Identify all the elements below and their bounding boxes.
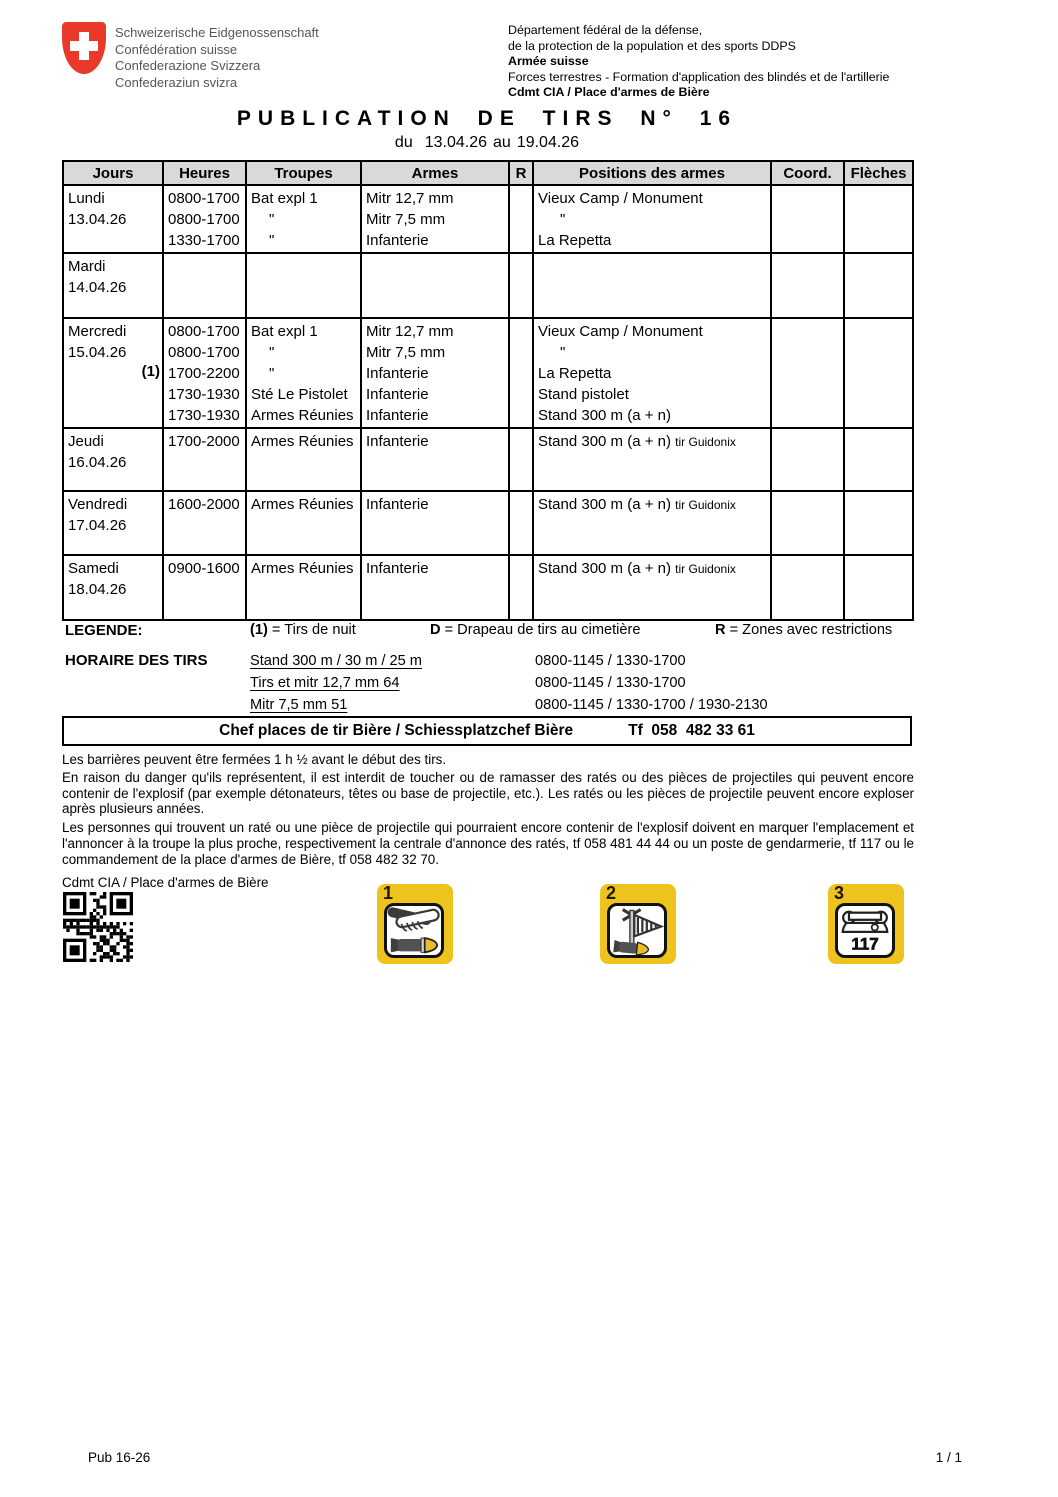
restriction-cell [509,555,533,620]
mark-location-icon [607,903,667,958]
weapon-value: Infanterie [366,559,429,577]
troops-cell [246,555,361,620]
troops-cell [246,185,361,253]
call-117-icon [835,903,895,958]
arrows-cell [844,253,913,318]
arrows-cell [844,491,913,555]
date-from: 13.04.26 [424,134,487,151]
hours-cell [163,428,246,491]
hours-value: 1330-1700 [168,232,240,250]
restriction-cell [509,185,533,253]
troop-value: " [269,343,275,361]
legend-label: LEGENDE: [65,622,143,639]
coord-cell [771,318,844,428]
day-date: 14.04.26 [68,278,127,296]
department-block [508,23,889,101]
legend-key: R [715,622,726,638]
coord-cell [771,491,844,555]
day-cell [63,491,163,555]
troops-cell [246,318,361,428]
schedule-row [63,185,913,253]
troop-value: Armes Réunies [251,432,354,450]
legend-key: (1) [250,622,268,638]
notice-report: Les personnes qui trouvent un raté ou une pièce de projectile qui pourraient encore contenir de l'explosif doivent en marquer l'emplacement et l'annoncer à la troupe la plus proche, respectivement la centrale d'annonce des ratés, tf 058 481 44 44 ou un poste de gendarmerie, tf 117 ou le commandement de la place d'armes de Bière, tf 058 482 32 70. [62,820,914,867]
restriction-cell [509,253,533,318]
position-value: " [560,343,566,361]
horaire-hours: 0800-1145 / 1330-1700 [535,675,686,691]
dept-line-cdmt: Cdmt CIA / Place d'armes de Bière [508,85,710,100]
day-date: 16.04.26 [68,453,127,471]
hours-value: 0800-1700 [168,322,240,340]
coord-cell [771,253,844,318]
restriction-cell [509,318,533,428]
horaire-row [250,672,768,694]
schedule-row [63,318,913,428]
hours-value: 0800-1700 [168,190,240,207]
date-range-mid: au [493,134,511,151]
weapons-cell [361,555,509,620]
troops-cell [246,491,361,555]
troops-cell [246,428,361,491]
day-cell [63,185,163,253]
day-date: 17.04.26 [68,516,127,534]
day-name: Jeudi [68,432,104,450]
hours-value: 0800-1700 [168,211,240,229]
date-range [62,134,912,152]
day-date: 18.04.26 [68,580,127,598]
arrows-cell [844,318,913,428]
weapon-value: Infanterie [366,386,429,404]
troop-value: Bat expl 1 [251,322,318,340]
arrows-cell [844,428,913,491]
arrows-cell [844,185,913,253]
weapon-value: Infanterie [366,495,429,513]
range-officer-phone: Tf 058 482 33 61 [628,722,755,739]
column-header-heures: Heures [163,161,246,185]
coord-cell [771,428,844,491]
coord-cell [771,555,844,620]
position-value: Vieux Camp / Monument [538,322,703,340]
positions-cell [533,428,771,491]
hours-cell [163,555,246,620]
horaire-name: Tirs et mitr 12,7 mm 64 [250,675,400,691]
column-header-armes: Armes [361,161,509,185]
column-header-fl-ches: Flèches [844,161,913,185]
date-to: 19.04.26 [516,134,580,151]
range-officer-box [62,716,912,746]
position-value: Stand 300 m (a + n) tir Guidonix [538,432,736,450]
position-value: Vieux Camp / Monument [538,190,703,207]
pictogram-1 [377,884,453,964]
dept-line: Département fédéral de la défense, [508,23,703,37]
day-cell [63,555,163,620]
column-header-positions-des-armes: Positions des armes [533,161,771,185]
position-value-small: tir Guidonix [675,561,736,576]
do-not-touch-icon [384,903,444,958]
horaire-hours: 0800-1145 / 1330-1700 [535,653,686,669]
horaire-name: Mitr 7,5 mm 51 [250,697,348,713]
weapon-value: Infanterie [366,364,429,382]
weapon-value: Infanterie [366,432,429,450]
hours-value: 1600-2000 [168,495,240,513]
positions-cell [533,185,771,253]
firing-schedule-table [62,160,914,621]
qr-code [63,892,133,962]
position-value: La Repetta [538,232,612,250]
troop-value: " [269,211,275,229]
wordmark-line: Confederazione Svizzera [115,58,261,73]
notice-danger: En raison du danger qu'ils représentent, il est interdit de toucher ou de ramasser des ratés ou des pièces de projectiles qui peuvent encore contenir de l'explosif (par exemple détonateurs, têtes ou base de projectile, etc.). Les ratés ou les pièces de projectile peuvent encore exploser après plusieurs années. [62,769,914,817]
troop-value: Bat expl 1 [251,190,318,207]
day-date: 13.04.26 [68,211,127,229]
table-header-row [63,161,913,185]
schedule-row [63,555,913,620]
day-name: Samedi [68,559,119,577]
position-value: Stand 300 m (a + n) tir Guidonix [538,559,736,577]
positions-cell [533,555,771,620]
horaire-hours: 0800-1145 / 1330-1700 / 1930-2130 [535,697,768,713]
day-name: Vendredi [68,495,128,513]
hours-value: 0900-1600 [168,559,240,577]
schedule-row [63,253,913,318]
troop-value: Armes Réunies [251,559,354,577]
troop-value: Armes Réunies [251,407,354,425]
night-fire-note: (1) [141,362,160,380]
weapons-cell [361,185,509,253]
swiss-cross-shield-icon [62,22,106,74]
footer-page-number: 1 / 1 [935,1450,962,1465]
troop-value: " [269,364,275,382]
dept-line: de la protection de la population et des sports DDPS [508,38,796,53]
date-range-prefix: du [394,134,413,151]
position-value: " [560,211,566,229]
weapons-cell [361,428,509,491]
position-value: Stand 300 m (a + n) tir Guidonix [538,495,736,513]
swiss-confederation-logo [62,22,319,91]
column-header-troupes: Troupes [246,161,361,185]
positions-cell [533,491,771,555]
troop-value: " [269,232,275,250]
arrows-cell [844,555,913,620]
hours-value: 1730-1930 [168,386,240,404]
weapon-value: Mitr 12,7 mm [366,322,454,340]
legend-key: D [430,622,441,638]
hours-cell [163,491,246,555]
day-name: Mercredi [68,322,127,340]
coord-cell [771,185,844,253]
day-cell [63,318,163,428]
page-title: PUBLICATION DE TIRS N° 16 [236,107,738,130]
hours-value: 1700-2000 [168,432,240,450]
positions-cell [533,253,771,318]
position-value-small: tir Guidonix [675,434,736,449]
notice-barriers: Les barrières peuvent être fermées 1 h ½ avant le début des tirs. [62,752,447,767]
troop-value: Armes Réunies [251,495,354,513]
pictogram-number: 1 [383,883,394,903]
hours-cell [163,185,246,253]
hours-value: 1730-1930 [168,407,240,425]
schedule-row [63,491,913,555]
dept-line-armee-suisse: Armée suisse [508,54,589,69]
restriction-cell [509,491,533,555]
position-value-small: tir Guidonix [675,497,736,512]
weapon-value: Mitr 7,5 mm [366,343,446,361]
legend-item: D = Drapeau de tirs au cimetière [430,622,641,638]
media-row [0,884,1058,966]
svg-text:117: 117 [851,934,879,954]
schedule-row [63,428,913,491]
weapons-cell [361,491,509,555]
column-header-r: R [509,161,533,185]
horaire-row [250,694,768,716]
column-header-coord-: Coord. [771,161,844,185]
legend-item: (1) = Tirs de nuit [250,622,356,638]
day-name: Mardi [68,257,106,275]
weapons-cell [361,253,509,318]
horaire-name: Stand 300 m / 30 m / 25 m [250,653,422,669]
notice-signature: Cdmt CIA / Place d'armes de Bière [62,874,269,890]
range-officer-title: Chef places de tir Bière / Schiessplatzchef Bière [219,722,574,739]
position-value: Stand 300 m (a + n) [538,407,671,425]
position-value: La Repetta [538,364,612,382]
weapon-value: Mitr 12,7 mm [366,190,454,207]
horaire-section [65,650,915,716]
restriction-cell [509,428,533,491]
wordmark-line: Confédération suisse [115,41,238,57]
troops-cell [246,253,361,318]
position-value: Stand pistolet [538,386,629,404]
safety-notices [62,752,914,890]
hours-cell [163,318,246,428]
weapon-value: Infanterie [366,232,429,250]
day-cell [63,253,163,318]
confederation-wordmark [115,22,319,91]
hours-cell [163,253,246,318]
weapon-value: Infanterie [366,407,429,425]
day-cell [63,428,163,491]
wordmark-line: Confederaziun svizra [115,74,238,90]
legend-row [65,622,915,639]
pictogram-number: 2 [606,883,617,903]
horaire-row [250,650,768,672]
dept-line: Forces terrestres - Formation d'application des blindés et de l'artillerie [508,69,890,84]
troop-value: Sté Le Pistolet [251,386,348,404]
positions-cell [533,318,771,428]
wordmark-line: Schweizerische Eidgenossenschaft [115,25,319,40]
legend-item: R = Zones avec restrictions [715,622,893,638]
hours-value: 0800-1700 [168,343,240,361]
day-name: Lundi [68,190,105,207]
weapon-value: Mitr 7,5 mm [366,211,446,229]
weapons-cell [361,318,509,428]
hours-value: 1700-2200 [168,364,240,382]
column-header-jours: Jours [63,161,163,185]
horaire-label: HORAIRE DES TIRS [65,652,208,669]
pictogram-number: 3 [834,883,845,903]
pictogram-3 [828,884,904,964]
footer-doc-ref: Pub 16-26 [88,1450,151,1465]
pictogram-2 [600,884,676,964]
day-date: 15.04.26 [68,343,127,361]
